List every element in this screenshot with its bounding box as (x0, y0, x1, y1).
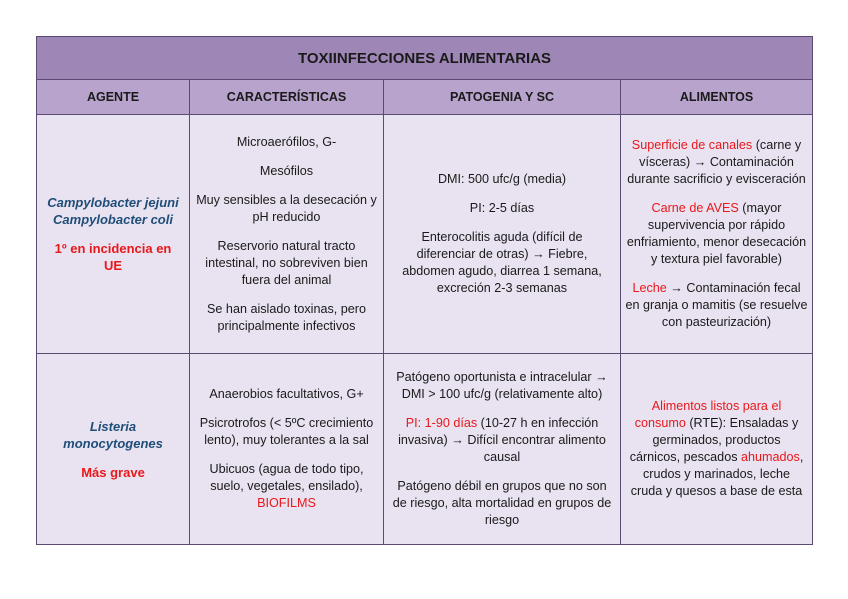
toxiinfecciones-table (36, 36, 813, 545)
cell-agente-campylobacter (37, 115, 190, 354)
text-span: (RTE): Ensaladas y germinados, productos cárnicos, pescados (629, 416, 799, 464)
table-row-campylobacter (37, 115, 813, 354)
table-row-listeria (37, 354, 813, 545)
cell-patogenia-listeria (384, 354, 621, 545)
text-line (625, 280, 808, 331)
text-line: Patógeno débil en grupos que no son de riesgo, alta mortalidad en grupos de riesgo (392, 479, 612, 527)
text-line (625, 200, 808, 268)
header-patogenia: PATOGENIA Y SC (384, 80, 621, 115)
text-span: (carne y vísceras) → Contaminación durante sacrificio y evisceración (627, 138, 806, 186)
text-line: Psicrotrofos (< 5ºC crecimiento lento), muy tolerantes a la sal (199, 416, 374, 447)
text-line: Mesófilos (259, 163, 314, 178)
highlight-text: Leche (632, 281, 667, 295)
table-title: TOXIINFECCIONES ALIMENTARIAS (37, 37, 813, 80)
highlight-text: Alimentos listos para el consumo (634, 399, 782, 430)
highlight-text: PI: 1-90 días (405, 416, 478, 430)
text-line (627, 398, 806, 500)
highlight-text: ahumados (741, 450, 800, 464)
text-line (198, 461, 375, 512)
header-alimentos: ALIMENTOS (621, 80, 813, 115)
text-line (392, 415, 612, 466)
text-span: Ubicuos (agua de todo tipo, suelo, vegetales, ensilado), (209, 462, 364, 493)
header-caracteristicas: CARACTERÍSTICAS (190, 80, 384, 115)
agent-name: Listeria monocytogenes (63, 418, 163, 451)
text-line: Anaerobios facultativos, G+ (209, 387, 364, 401)
agent-note: Más grave (81, 464, 145, 480)
cell-caracteristicas-campylobacter (190, 115, 384, 354)
cell-agente-listeria (37, 354, 190, 545)
text-line: Muy sensibles a la desecación y pH reducido (196, 192, 377, 224)
text-line: Reservorio natural tracto intestinal, no sobreviven bien fuera del animal (205, 238, 368, 287)
cell-alimentos-campylobacter (621, 115, 813, 354)
highlight-text: Superficie de canales (631, 138, 753, 152)
agent-name: Campylobacter jejuni (47, 195, 179, 210)
text-line: Enterocolitis aguda (difícil de diferenciar de otras) → Fiebre, abdomen agudo, diarrea 1 semana, excreción 2-3 semanas (402, 230, 602, 295)
text-line: Microaerófilos, G- (236, 134, 337, 149)
text-line: Patógeno oportunista e intracelular → DMI > 100 ufc/g (relativamente alto) (396, 370, 608, 401)
highlight-text: BIOFILMS (257, 496, 316, 510)
highlight-text: Carne de AVES (651, 201, 739, 215)
text-line (625, 137, 808, 188)
text-span: (10-27 h en infección invasiva) → Difícil encontrar alimento causal (398, 416, 606, 464)
header-agente: AGENTE (37, 80, 190, 115)
cell-caracteristicas-listeria (190, 354, 384, 545)
text-line: PI: 2-5 días (469, 201, 535, 215)
agent-note: 1º en incidencia en UE (54, 241, 172, 273)
cell-patogenia-campylobacter (384, 115, 621, 354)
cell-alimentos-listeria (621, 354, 813, 545)
text-span: (mayor supervivencia por rápido enfriamiento, menor desecación y textura piel favorable) (626, 201, 807, 266)
text-line: Se han aislado toxinas, pero principalmente infectivos (207, 301, 366, 333)
text-span: , crudos y marinados, leche cruda y quesos a base de esta (630, 450, 804, 498)
text-span: → Contaminación fecal en granja o mamitis (se resuelve con pasteurización) (625, 281, 808, 329)
text-line: DMI: 500 ufc/g (media) (437, 172, 567, 186)
agent-name: Campylobacter coli (53, 212, 173, 227)
